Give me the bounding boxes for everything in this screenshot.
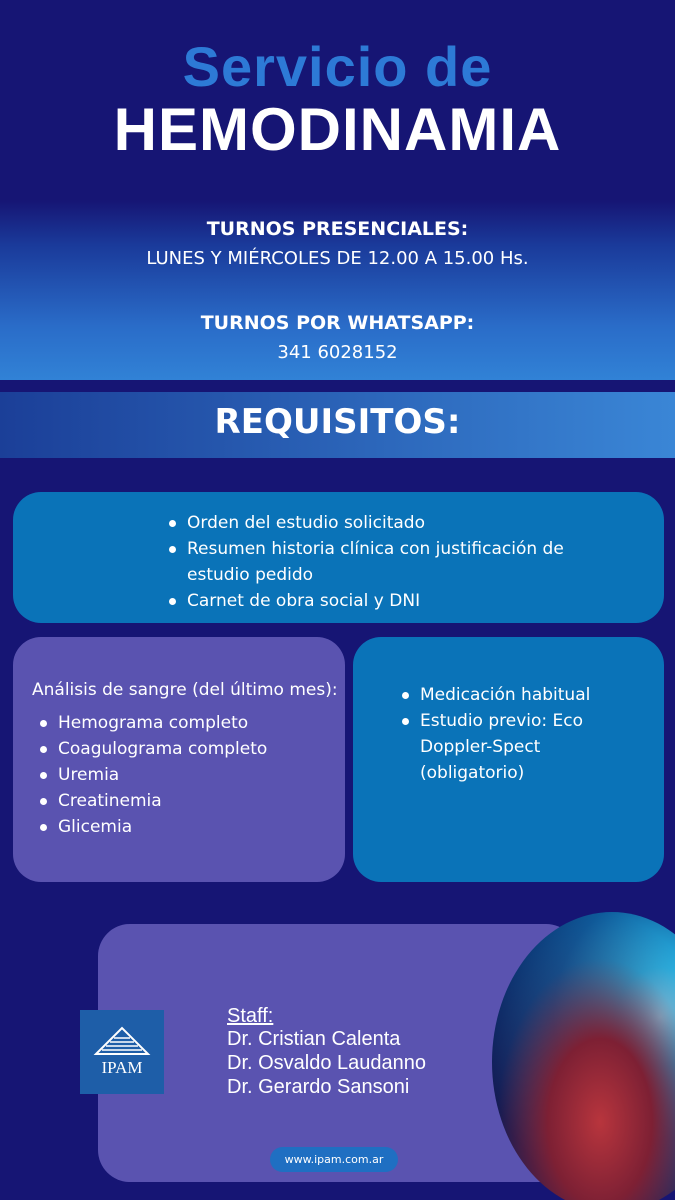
list-item: Hemograma completo	[38, 710, 338, 736]
staff-member: Dr. Cristian Calenta	[227, 1028, 401, 1050]
staff-member: Dr. Osvaldo Laudanno	[227, 1052, 427, 1074]
list-item: Creatinemia	[38, 788, 338, 814]
blood-tests-heading: Análisis de sangre (del último mes):	[32, 680, 338, 700]
other-requirements-list	[400, 682, 600, 786]
ipam-logo	[80, 1010, 164, 1094]
list-item: Medicación habitual	[400, 682, 600, 708]
list-item: Glicemia	[38, 814, 338, 840]
whatsapp-label: TURNOS POR WHATSAPP:	[200, 312, 475, 334]
blood-tests-list	[38, 710, 338, 840]
list-item: Uremia	[38, 762, 338, 788]
list-item: Resumen historia clínica con justificación de estudio pedido	[167, 536, 587, 588]
staff-member: Dr. Gerardo Sansoni	[227, 1076, 410, 1098]
presencial-schedule: LUNES Y MIÉRCOLES DE 12.00 A 15.00 Hs.	[146, 248, 529, 269]
building-icon	[80, 1010, 164, 1060]
logo-text: IPAM	[101, 1058, 143, 1077]
whatsapp-number: 341 6028152	[277, 342, 398, 363]
website-link[interactable]: www.ipam.com.ar	[270, 1147, 398, 1172]
list-item: Estudio previo: Eco Doppler-Spect (obligatorio)	[400, 708, 600, 786]
general-requirements-list	[167, 510, 587, 614]
requirements-title: REQUISITOS:	[214, 402, 461, 442]
list-item: Carnet de obra social y DNI	[167, 588, 587, 614]
list-item: Coagulograma completo	[38, 736, 338, 762]
title-line-2: HEMODINAMIA	[113, 96, 562, 163]
list-item: Orden del estudio solicitado	[167, 510, 587, 536]
presencial-label: TURNOS PRESENCIALES:	[206, 218, 469, 240]
staff-label: Staff:	[227, 1005, 274, 1027]
title-line-1: Servicio de	[182, 35, 493, 98]
